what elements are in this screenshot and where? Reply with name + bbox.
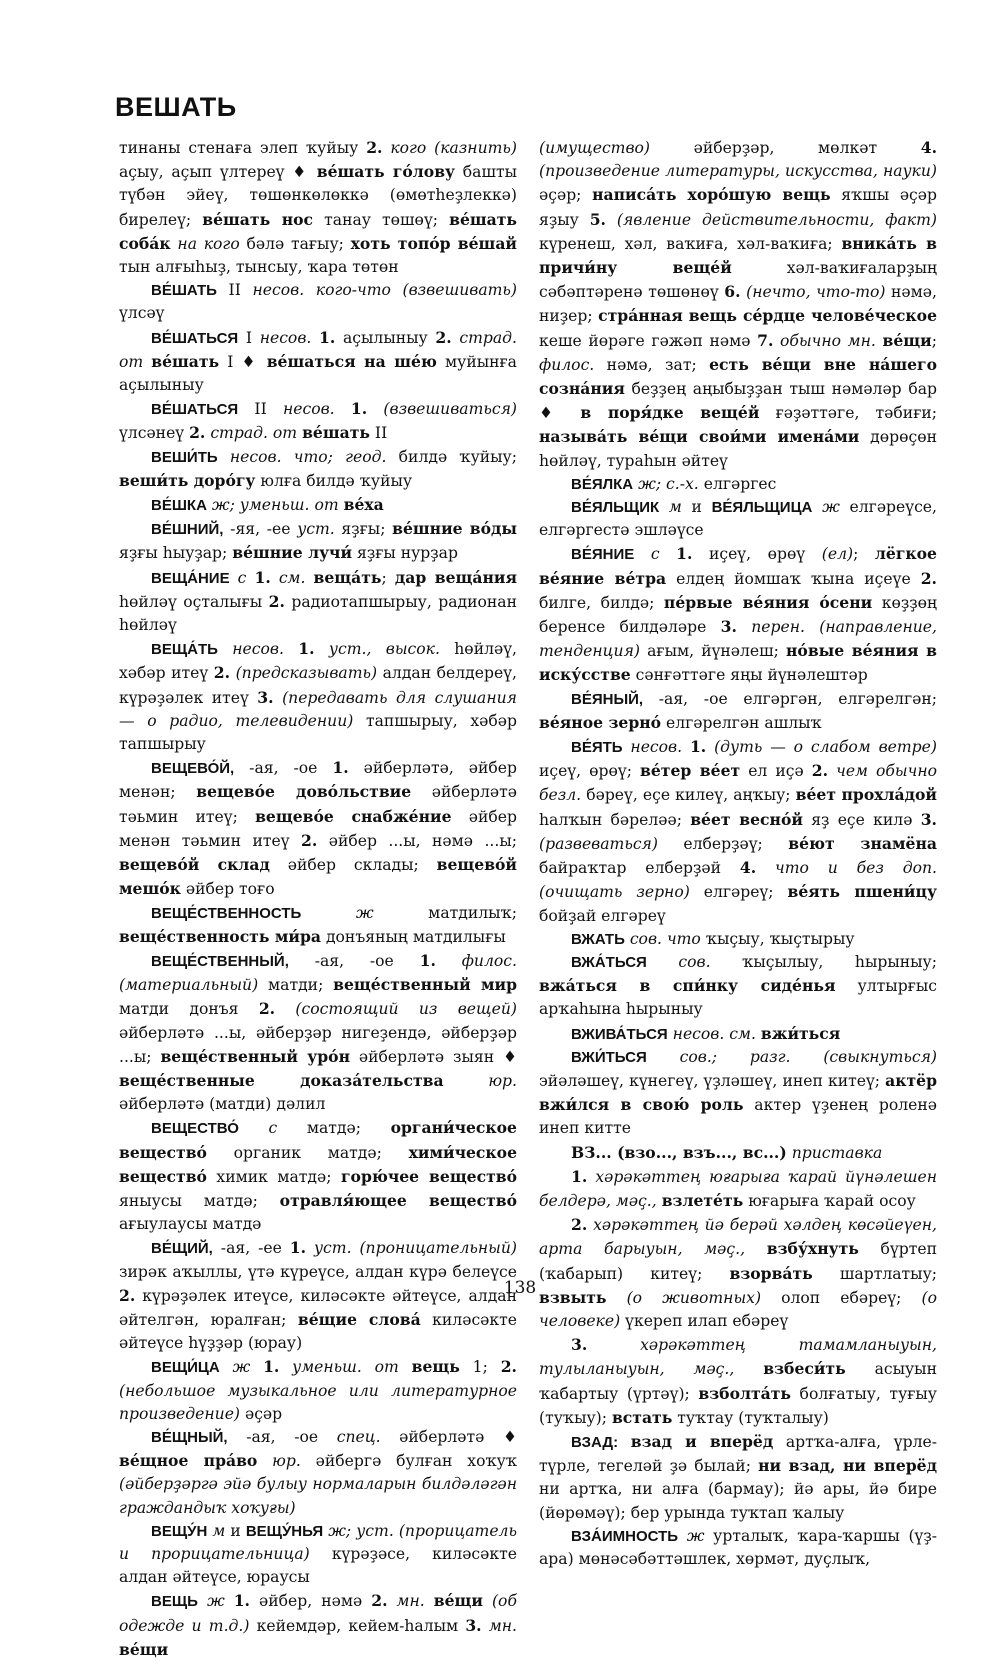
dictionary-entry: ВЕ́ЯТЬ несов. 1. (дуть — о слабом ветре) иҫеү, өрөү; ве́тер ве́ет ел иҫә 2. чем обычно безл. бәреү, еҫе килеү, аңҡыу; ве́ет прохла́дой һалҡын бәреләә; ве́ет весно́й яҙ еҫе килә 3. (развеваться) елберҙәү; ве́ют знамёна байраҡтар елберҙәй 4. что и без доп. (очищать зерно) елгәреү; ве́ять пшени́цу бойҙай елгәреү [539,737,938,925]
dictionary-entry: (имущество) әйберҙәр, мөлкәт 4. (произведение литературы, искусства, науки) әҫәр; написа́ть хоро́шую вещь яҡшы әҫәр яҙыу 5. (явление действительности, факт) күренеш, хәл, ваҡиға, хәл-ваҡиға; вника́ть в причи́ну веще́й хәл-ваҡиғаларҙың сәбәптәренә төшөнөү 6. (нечто, что-то) нәмә, ниҙер; стра́нная вещь се́рдце челове́ческое кеше йөрәге гәжәп нәмә 7. обычно мн. ве́щи; филос. нәмә, зат; есть ве́щи вне на́шего созна́ния беҙҙең аңыбыҙҙан тыш нәмәләр бар ♦ в поря́дке веще́й ғәҙәттәге, тәбиғи; называ́ть ве́щи свои́ми имена́ми дөрөҫөн һөйләү, тураһын әйтеү [539,138,938,470]
dictionary-entry: ВЕЩЬ ж 1. әйбер, нәмә 2. мн. ве́щи (об одежде и т.д.) кейемдәр, кейем-һалым 3. мн. ве́щи [119,1591,517,1659]
dictionary-entry: ВЕ́ЯНЫЙ, -ая, -ое елгәргән, елгәрелгән; ве́яное зерно́ елгәрелгән ашлыҡ [539,689,937,732]
dictionary-entry: ВЕЩЕВО́Й, -ая, -ое 1. әйберләтә, әйбер менән; вещево́е дово́льствие әйберләтә тәьмин итеү; вещево́е снабже́ние әйбер менән тәьмин итеү 2. әйбер ...ы, нәмә ...ы; вещево́й склад әйбер склады; вещево́й мешо́к әйбер тоғо [119,758,517,899]
dictionary-entry: ВЕЩА́ТЬ несов. 1. уст., высок. һөйләү, хәбәр итеү 2. (предсказывать) алдан белдереү, күрәҙәлек итеү 3. (передавать для слушания — о радио, телевидении) тапшырыу, хәбәр тапшырыу [119,639,517,754]
dictionary-entry: 1. хәрәкәттең юғарыға ҡарай йүнәлешен белдерә, мәҫ., взлете́ть юғарыға ҡарай осоу [539,1166,937,1210]
dictionary-entry: ВЕ́ЯЛКА ж; с.-х. елгәргес [571,474,777,493]
dictionary-entry: ВЕЩЕ́СТВЕННЫЙ, -ая, -ое 1. филос. (материальный) матди; веще́ственный мир матди донъя 2. (состоящий из вещей) әйберләтә ...ы, әйберҙәр нигеҙендә, әйберҙәр ...ы; веще́ственный уро́н әйберләтә зыян ♦ веще́ственные доказа́тельства юр. әйберләтә (матди) дәлил [119,950,518,1114]
dictionary-entry: ВЕ́ЩНЫЙ, -ая, -ое спец. әйберләтә ♦ ве́щное пра́во юр. әйбергә булған хоҡуҡ (әйберҙәргә эйә булыу нормаларын билдәләгән граждандыҡ хоҡуғы) [119,1427,517,1517]
running-head: ВЕШАТЬ [115,92,237,122]
dictionary-entry: ВЕЩУ́Н м и ВЕЩУ́НЬЯ ж; уст. (прорицатель и прорицательница) күрәҙәсе, киләсәкте алдан әйтеүсе, юраусы [119,1521,517,1587]
dictionary-entry: 3. хәрәкәттең тамамланыуын, тулыланыуын, мәҫ., взбеси́ть асыуын ҡабартыу (үртәү); взболта́ть болғатыу, туғыу (туҡыу); встать туҡтау (туҡталыу) [539,1335,937,1427]
dictionary-entry: ВЕ́ЯНИЕ с 1. иҫеү, өрөү (ел); лёгкое ве́яние ве́тра елдең йомшаҡ ҡына иҫеүе 2. билге, билдә; пе́рвые ве́яния о́сени көҙҙөң беренсе билдәләре 3. перен. (направление, тенденция) ағым, йүнәлеш; но́вые ве́яния в иску́сстве сәнғәттәге яңы йүнәлештәр [539,544,937,685]
dictionary-entry: ВЕ́ШКА ж; уменьш. от ве́ха [151,495,384,515]
dictionary-entry: 2. хәрәкәттең йә берәй хәлдең көсәйеүен, арта барыуын, мәҫ., взбу́хнуть бүртеп (ҡабарып) китеү; взорва́ть шартлатыу; взвыть (о животных) олоп ебәреү; (о человеке) үкереп илап ебәреү [539,1215,937,1330]
left-column [119,136,517,1662]
dictionary-entry: ВЕ́ЯЛЬЩИК м и ВЕ́ЯЛЬЩИЦА ж елгәреүсе, елгәргестә эшләүсе [539,498,937,540]
dictionary-entry: ВЕ́ШАТЬСЯ II несов. 1. (взвешиваться) үлсәнеү 2. страд. от ве́шать II [119,399,517,443]
dictionary-entry: ВЗА́ИМНОСТЬ ж урталыҡ, ҡара-ҡаршы (үҙ-ара) мөнәсәбәттәшлек, хөрмәт, дуҫлыҡ, [539,1526,937,1568]
dictionary-entry: ВЕ́ШАТЬСЯ I несов. 1. аҫылыныу 2. страд. от ве́шать I ♦ ве́шаться на ше́ю муйынға аҫылыныу [119,327,517,395]
dictionary-entry: ВЕ́ШНИЙ, -яя, -ее уст. яҙғы; ве́шние во́ды яҙғы һыуҙар; ве́шние лучи́ яҙғы нурҙар [119,519,517,563]
dictionary-entry: ВЖА́ТЬСЯ сов. ҡыҫылыу, һырыныу; вжа́ться в спи́нку сиде́нья ултырғыс арҡаһына һырыныу [539,952,937,1019]
right-column [539,136,937,1571]
dictionary-entry: ВЗ... (взо..., взъ..., вс...) приставка [571,1142,883,1162]
page-number: 138 [503,1278,537,1298]
dictionary-entry: ВЕЩЕСТВО́ с матдә; органи́ческое вещество́ органик матдә; хими́ческое вещество́ химик матдә; горю́чее вещество́ яныусы матдә; отравля́ющее вещество́ ағыулаусы матдә [119,1118,518,1234]
dictionary-entry: ВЖИ́ТЬСЯ сов.; разг. (свыкнуться) эйәләшеү, күнегеү, үҙләшеү, инеп китеү; актёр вжи́лся в свою́ роль актер үҙенең роленә инеп китте [539,1047,937,1138]
dictionary-entry: ВЕЩЕ́СТВЕННОСТЬ ж матдилыҡ; веще́ственность ми́ра донъяның матдилығы [119,903,517,946]
dictionary-entry: ВЖИВА́ТЬСЯ несов. см. вжи́ться [571,1023,841,1043]
dictionary-entry: ВЕЩА́НИЕ с 1. см. веща́ть; дар веща́ния һөйләү оҫталығы 2. радиотапшырыу, радионан һөйләү [119,567,518,635]
dictionary-entry: тинаны стенаға элеп ҡуйыу 2. кого (казнить) аҫыу, аҫып үлтереү ♦ ве́шать го́лову башты түбән эйеү, төшөнкөлөккә (өмөтһеҙлеккә) бирелеү; ве́шать нос танау төшөү; ве́шать соба́к на кого бәлә тағыу; хоть топо́р ве́шай тын алғыһыҙ, тынсыу, ҡара төтөн [119,138,517,277]
dictionary-entry: ВЖАТЬ сов. что ҡыҫыу, ҡыҫтырыу [571,929,855,948]
dictionary-entry: ВЕ́ЩИЙ, -ая, -ее 1. уст. (проницательный) зирәк аҡыллы, үтә күреүсе, алдан күрә белеүсе 2. күрәҙәлек итеүсе, киләсәкте әйтеүсе, алдан әйтелгән, юралған; ве́щие слова́ киләсәкте әйтеүсе һүҙҙәр (юрау) [119,1238,518,1353]
dictionary-entry: ВЕШИ́ТЬ несов. что; геод. билдә ҡуйыу; веши́ть доро́гу юлға билдә ҡуйыу [119,447,517,490]
dictionary-entry: ВЕЩИ́ЦА ж 1. уменьш. от вещь 1; 2. (небольшое музыкальное или литературное произведение) әҫәр [119,1357,517,1423]
dictionary-entry: ВЗАД: взад и вперёд артҡа-алға, үрле-түрле, тегеләй ҙә былай; ни взад, ни вперёд ни артҡа, ни алға (бармау); йә ары, йә бире (йөрөмәү); бер урында туҡтап ҡалыу [539,1431,937,1522]
dictionary-entry: ВЕ́ШАТЬ II несов. кого-что (взвешивать) үлсәү [119,281,518,323]
